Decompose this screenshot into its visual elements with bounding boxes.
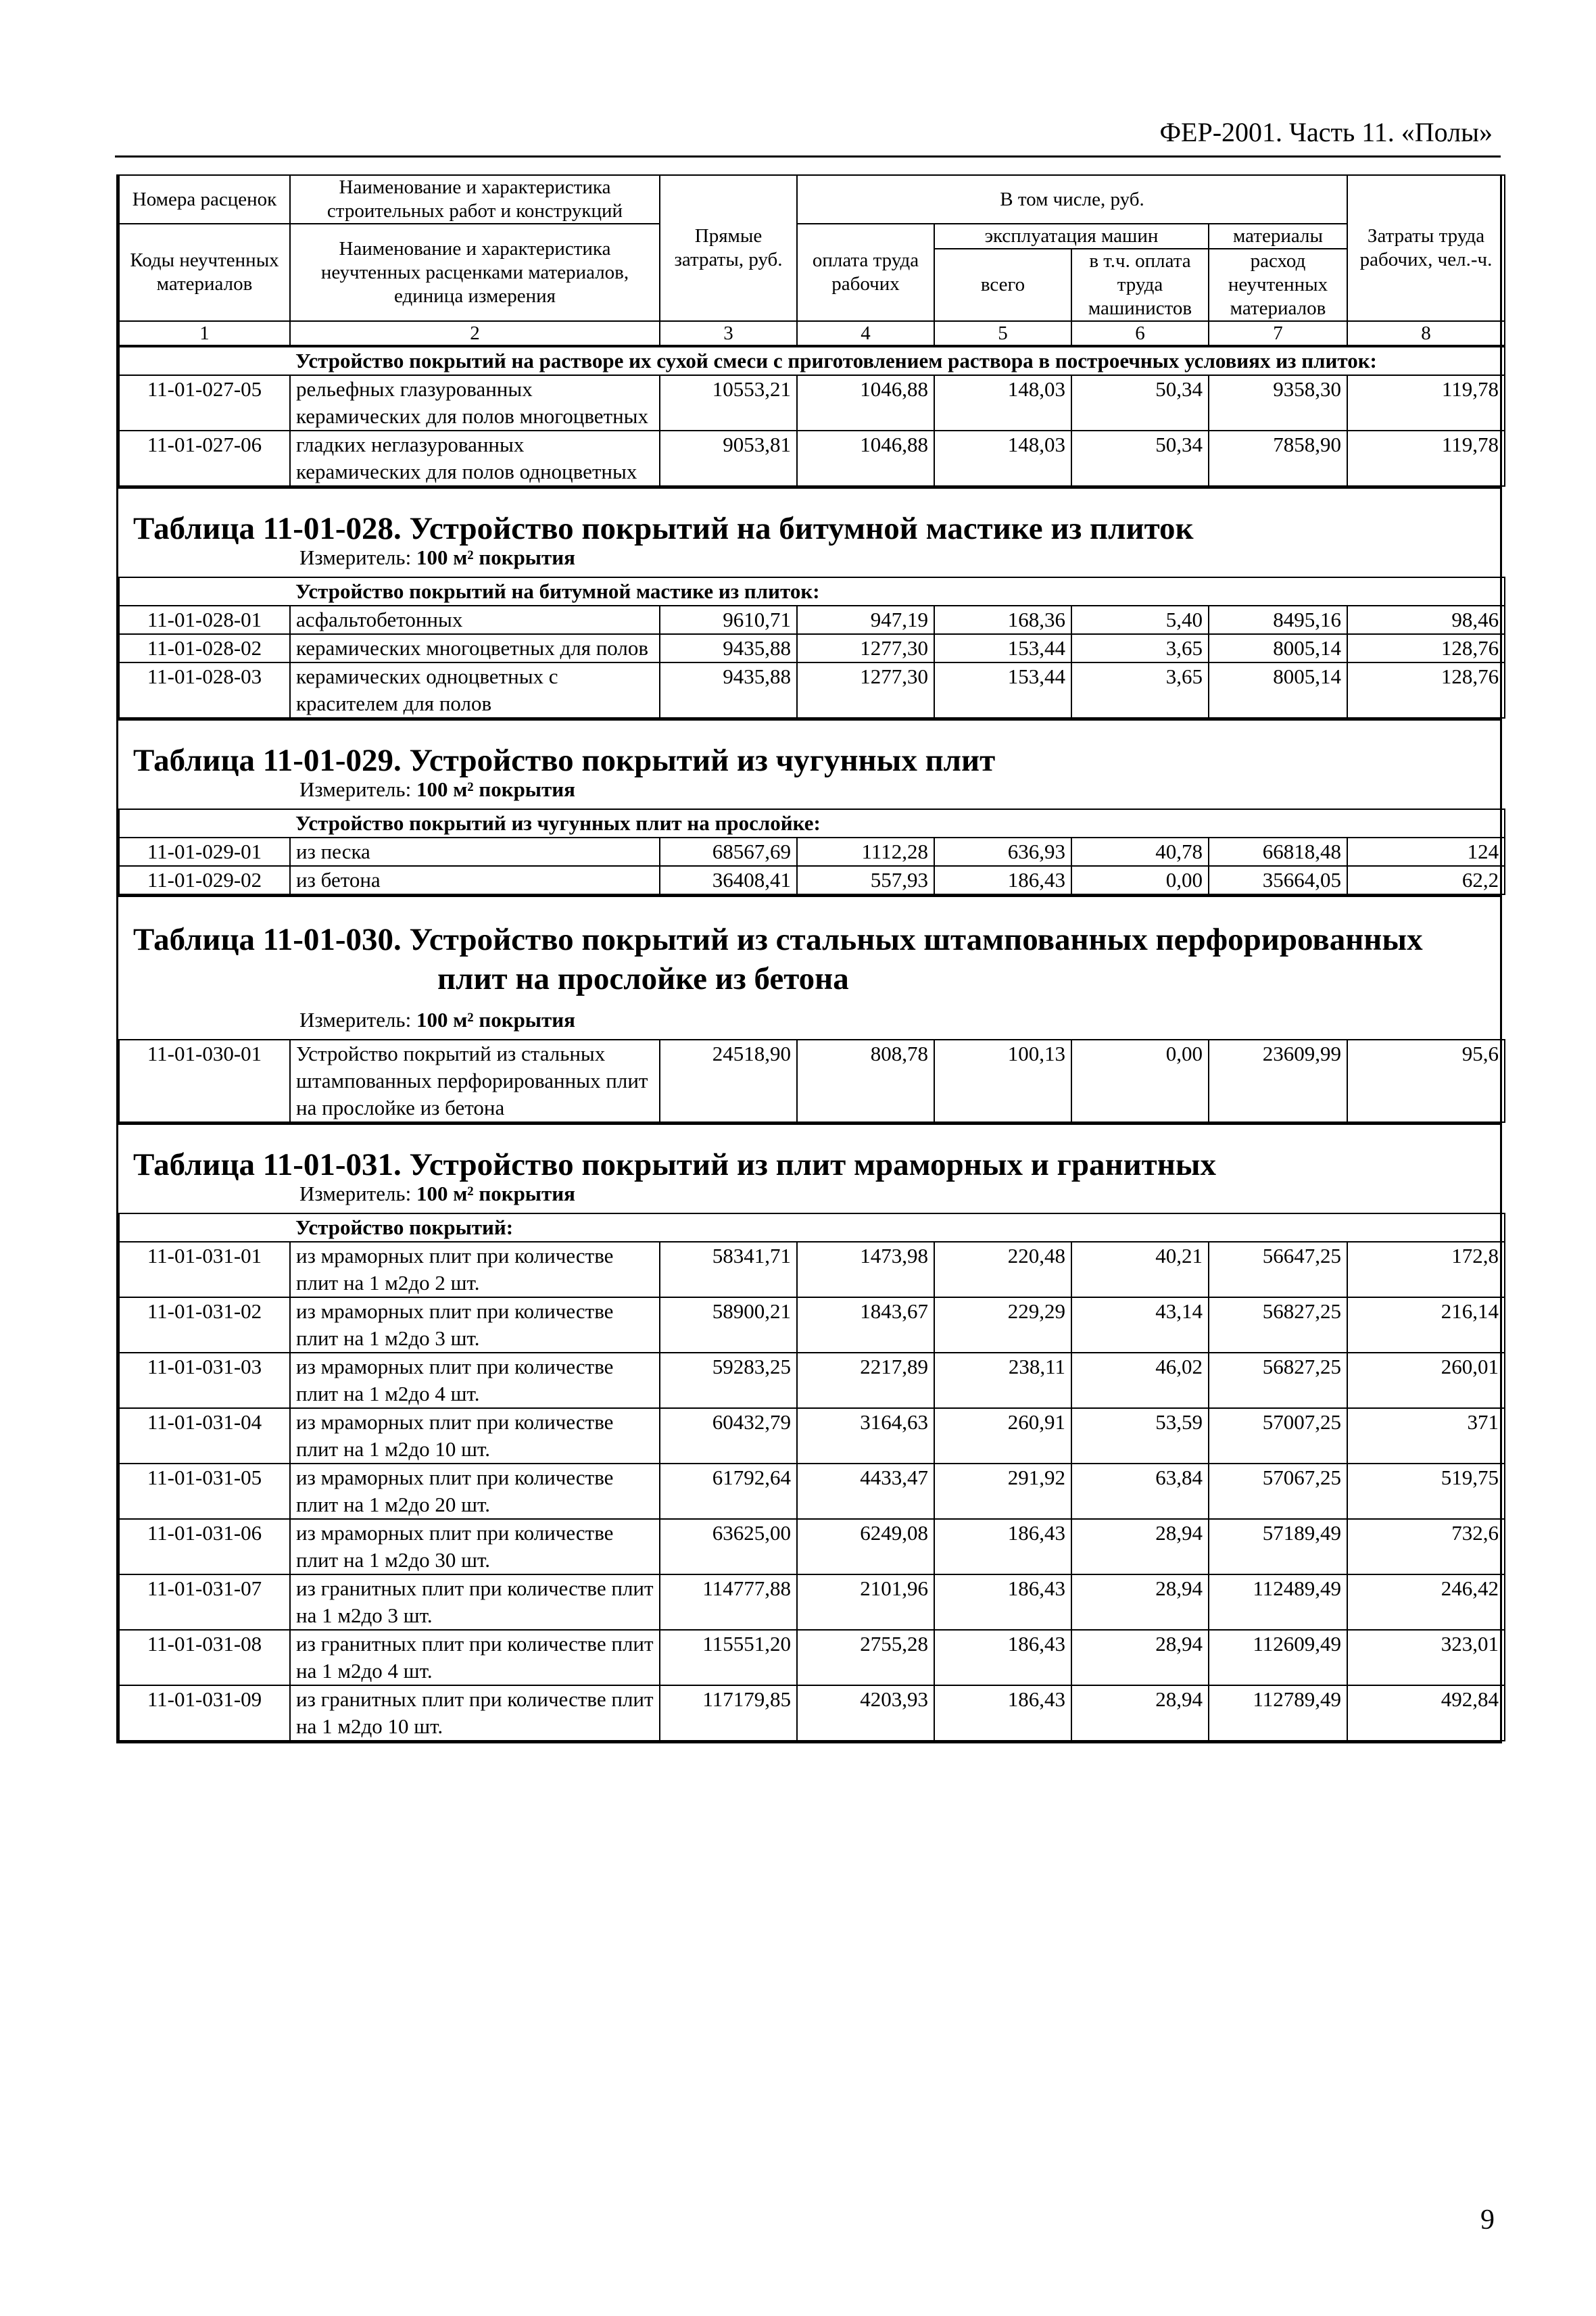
direct-costs: 60432,79 — [660, 1408, 797, 1464]
work-description: рельефных глазурованных керамических для полов многоцветных — [290, 375, 660, 431]
header-unaccounted-materials: расход неучтенных материалов — [1209, 249, 1347, 321]
rate-code: 11-01-029-01 — [119, 838, 290, 866]
machines-total: 186,43 — [934, 1574, 1071, 1630]
column-number: 6 — [1071, 321, 1209, 345]
table-row — [119, 1630, 1505, 1685]
table-row — [119, 375, 1505, 431]
materials-cost: 23609,99 — [1209, 1040, 1347, 1122]
machinist-pay: 46,02 — [1071, 1353, 1209, 1408]
machines-total: 186,43 — [934, 1519, 1071, 1574]
machines-total: 260,91 — [934, 1408, 1071, 1464]
materials-cost: 9358,30 — [1209, 375, 1347, 431]
work-description: из мраморных плит при количестве плит на 1 м2до 3 шт. — [290, 1297, 660, 1353]
table-031-title-block — [118, 1123, 1500, 1213]
rate-code: 11-01-031-02 — [119, 1297, 290, 1353]
section-header-row — [119, 347, 1505, 375]
worker-pay: 3164,63 — [797, 1408, 934, 1464]
direct-costs: 9610,71 — [660, 606, 797, 634]
direct-costs: 58900,21 — [660, 1297, 797, 1353]
header-materials: материалы — [1209, 224, 1347, 249]
labor-hours: 323,01 — [1347, 1630, 1505, 1685]
column-header-table — [118, 174, 1505, 346]
machines-total: 186,43 — [934, 1685, 1071, 1741]
header-name-top: Наименование и характеристика строительных работ и конструкций — [290, 175, 660, 224]
direct-costs: 9053,81 — [660, 431, 797, 486]
machines-total: 148,03 — [934, 375, 1071, 431]
column-number: 3 — [660, 321, 797, 345]
table-row — [119, 838, 1505, 866]
worker-pay: 947,19 — [797, 606, 934, 634]
worker-pay: 1277,30 — [797, 662, 934, 718]
table-row — [119, 606, 1505, 634]
header-direct-costs: Прямые затраты, руб. — [660, 175, 797, 321]
section-spacer — [119, 347, 290, 375]
machinist-pay: 40,21 — [1071, 1242, 1209, 1297]
rate-code: 11-01-031-09 — [119, 1685, 290, 1741]
direct-costs: 9435,88 — [660, 634, 797, 662]
rate-code: 11-01-028-01 — [119, 606, 290, 634]
machines-total: 229,29 — [934, 1297, 1071, 1353]
labor-hours: 95,6 — [1347, 1040, 1505, 1122]
worker-pay: 808,78 — [797, 1040, 934, 1122]
direct-costs: 36408,41 — [660, 866, 797, 894]
worker-pay: 1046,88 — [797, 431, 934, 486]
work-description: из мраморных плит при количестве плит на 1 м2до 30 шт. — [290, 1519, 660, 1574]
materials-cost: 7858,90 — [1209, 431, 1347, 486]
labor-hours: 216,14 — [1347, 1297, 1505, 1353]
machines-total: 238,11 — [934, 1353, 1071, 1408]
materials-cost: 57007,25 — [1209, 1408, 1347, 1464]
direct-costs: 114777,88 — [660, 1574, 797, 1630]
worker-pay: 6249,08 — [797, 1519, 934, 1574]
machinist-pay: 28,94 — [1071, 1630, 1209, 1685]
rate-code: 11-01-028-02 — [119, 634, 290, 662]
column-number: 8 — [1347, 321, 1505, 345]
machines-total: 148,03 — [934, 431, 1071, 486]
work-description: из мраморных плит при количестве плит на 1 м2до 4 шт. — [290, 1353, 660, 1408]
machinist-pay: 50,34 — [1071, 431, 1209, 486]
machines-total: 636,93 — [934, 838, 1071, 866]
header-including-group: В том числе, руб. — [797, 175, 1347, 224]
table-row — [119, 634, 1505, 662]
machines-total: 186,43 — [934, 1630, 1071, 1685]
labor-hours: 124 — [1347, 838, 1505, 866]
machinist-pay: 5,40 — [1071, 606, 1209, 634]
labor-hours: 128,76 — [1347, 634, 1505, 662]
direct-costs: 115551,20 — [660, 1630, 797, 1685]
direct-costs: 59283,25 — [660, 1353, 797, 1408]
materials-cost: 8495,16 — [1209, 606, 1347, 634]
measure-unit: Измеритель: 100 м² покрытия — [299, 777, 575, 801]
worker-pay: 557,93 — [797, 866, 934, 894]
materials-cost: 56827,25 — [1209, 1297, 1347, 1353]
table-title: Таблица 11-01-031. Устройство покрытий из плит мраморных и гранитных — [133, 1147, 1217, 1182]
table-028-title-block — [118, 487, 1500, 577]
header-codes-top: Номера расценок — [119, 175, 290, 224]
page-number: 9 — [1480, 2204, 1495, 2236]
machinist-pay: 28,94 — [1071, 1685, 1209, 1741]
rate-code: 11-01-028-03 — [119, 662, 290, 718]
table-row — [119, 1040, 1505, 1122]
materials-cost: 35664,05 — [1209, 866, 1347, 894]
worker-pay: 1473,98 — [797, 1242, 934, 1297]
section-spacer — [119, 577, 290, 606]
table-title: Таблица 11-01-028. Устройство покрытий на битумной мастике из плиток — [133, 511, 1194, 546]
table-title: Таблица 11-01-030. Устройство покрытий из стальных штампованных перфорированных плит на прослойке из бетона — [133, 922, 1423, 996]
machines-total: 186,43 — [934, 866, 1071, 894]
machines-total: 153,44 — [934, 634, 1071, 662]
machines-total: 220,48 — [934, 1242, 1071, 1297]
measure-unit: Измеритель: 100 м² покрытия — [299, 1182, 575, 1205]
worker-pay: 1277,30 — [797, 634, 934, 662]
work-description: из мраморных плит при количестве плит на 1 м2до 10 шт. — [290, 1408, 660, 1464]
table-027 — [118, 346, 1505, 487]
work-description: из гранитных плит при количестве плит на 1 м2до 10 шт. — [290, 1685, 660, 1741]
table-row — [119, 1242, 1505, 1297]
work-description: из гранитных плит при количестве плит на 1 м2до 3 шт. — [290, 1574, 660, 1630]
section-title: Устройство покрытий из чугунных плит на прослойке: — [290, 809, 1505, 838]
machinist-pay: 50,34 — [1071, 375, 1209, 431]
machinist-pay: 53,59 — [1071, 1408, 1209, 1464]
column-number: 5 — [934, 321, 1071, 345]
worker-pay: 4203,93 — [797, 1685, 934, 1741]
direct-costs: 61792,64 — [660, 1464, 797, 1519]
labor-hours: 62,2 — [1347, 866, 1505, 894]
worker-pay: 1046,88 — [797, 375, 934, 431]
rate-code: 11-01-031-07 — [119, 1574, 290, 1630]
materials-cost: 57067,25 — [1209, 1464, 1347, 1519]
column-number: 1 — [119, 321, 290, 345]
rate-code: 11-01-030-01 — [119, 1040, 290, 1122]
section-title: Устройство покрытий на растворе их сухой смеси с приготовлением раствора в построечных условиях из плиток: — [290, 347, 1505, 375]
header-codes-bottom: Коды неучтенных материалов — [119, 224, 290, 321]
machinist-pay: 28,94 — [1071, 1574, 1209, 1630]
labor-hours: 98,46 — [1347, 606, 1505, 634]
table-row — [119, 1297, 1505, 1353]
materials-cost: 112489,49 — [1209, 1574, 1347, 1630]
header-machines-total: всего — [934, 249, 1071, 321]
section-header-row — [119, 809, 1505, 838]
machines-total: 100,13 — [934, 1040, 1071, 1122]
table-row — [119, 431, 1505, 486]
machinist-pay: 40,78 — [1071, 838, 1209, 866]
table-row — [119, 662, 1505, 718]
column-number: 2 — [290, 321, 660, 345]
section-header-row — [119, 1213, 1505, 1242]
materials-cost: 66818,48 — [1209, 838, 1347, 866]
direct-costs: 10553,21 — [660, 375, 797, 431]
table-031 — [118, 1213, 1505, 1741]
section-spacer — [119, 1213, 290, 1242]
rate-code: 11-01-031-03 — [119, 1353, 290, 1408]
direct-costs: 63625,00 — [660, 1519, 797, 1574]
worker-pay: 2755,28 — [797, 1630, 934, 1685]
machinist-pay: 3,65 — [1071, 662, 1209, 718]
labor-hours: 519,75 — [1347, 1464, 1505, 1519]
header-worker-pay: оплата труда рабочих — [797, 224, 934, 321]
header-name-bottom: Наименование и характеристика неучтенных расценками материалов, единица измерения — [290, 224, 660, 321]
rate-code: 11-01-027-05 — [119, 375, 290, 431]
table-row — [119, 1408, 1505, 1464]
table-030-title-block — [118, 895, 1500, 1039]
machinist-pay: 3,65 — [1071, 634, 1209, 662]
labor-hours: 119,78 — [1347, 431, 1505, 486]
work-description: керамических одноцветных с красителем для полов — [290, 662, 660, 718]
table-row — [119, 1685, 1505, 1741]
labor-hours: 172,8 — [1347, 1242, 1505, 1297]
work-description: из мраморных плит при количестве плит на 1 м2до 2 шт. — [290, 1242, 660, 1297]
worker-pay: 2217,89 — [797, 1353, 934, 1408]
work-description: гладких неглазурованных керамических для полов одноцветных — [290, 431, 660, 486]
worker-pay: 1112,28 — [797, 838, 934, 866]
labor-hours: 732,6 — [1347, 1519, 1505, 1574]
machinist-pay: 0,00 — [1071, 1040, 1209, 1122]
machinist-pay: 43,14 — [1071, 1297, 1209, 1353]
work-description: Устройство покрытий из стальных штампованных перфорированных плит на прослойке из бетона — [290, 1040, 660, 1122]
labor-hours: 371 — [1347, 1408, 1505, 1464]
rate-code: 11-01-029-02 — [119, 866, 290, 894]
header-machines: эксплуатация машин — [934, 224, 1209, 249]
machines-total: 153,44 — [934, 662, 1071, 718]
table-028 — [118, 577, 1505, 719]
materials-cost: 57189,49 — [1209, 1519, 1347, 1574]
table-030 — [118, 1039, 1505, 1123]
rate-code: 11-01-031-01 — [119, 1242, 290, 1297]
machines-total: 168,36 — [934, 606, 1071, 634]
worker-pay: 1843,67 — [797, 1297, 934, 1353]
column-number: 4 — [797, 321, 934, 345]
direct-costs: 117179,85 — [660, 1685, 797, 1741]
worker-pay: 4433,47 — [797, 1464, 934, 1519]
work-description: асфальтобетонных — [290, 606, 660, 634]
page-header — [115, 101, 1501, 158]
rate-code: 11-01-031-04 — [119, 1408, 290, 1464]
measure-unit: Измеритель: 100 м² покрытия — [299, 546, 575, 569]
table-row — [119, 1574, 1505, 1630]
table-029 — [118, 809, 1505, 895]
work-description: из песка — [290, 838, 660, 866]
labor-hours: 246,42 — [1347, 1574, 1505, 1630]
header-machinist-pay: в т.ч. оплата труда машинистов — [1071, 249, 1209, 321]
machinist-pay: 63,84 — [1071, 1464, 1209, 1519]
direct-costs: 68567,69 — [660, 838, 797, 866]
worker-pay: 2101,96 — [797, 1574, 934, 1630]
price-table — [116, 174, 1502, 1743]
materials-cost: 112789,49 — [1209, 1685, 1347, 1741]
direct-costs: 58341,71 — [660, 1242, 797, 1297]
materials-cost: 112609,49 — [1209, 1630, 1347, 1685]
labor-hours: 492,84 — [1347, 1685, 1505, 1741]
labor-hours: 119,78 — [1347, 375, 1505, 431]
rate-code: 11-01-027-06 — [119, 431, 290, 486]
materials-cost: 56827,25 — [1209, 1353, 1347, 1408]
table-title: Таблица 11-01-029. Устройство покрытий из чугунных плит — [133, 743, 996, 778]
table-row — [119, 1519, 1505, 1574]
table-row — [119, 1464, 1505, 1519]
document-title: ФЕР-2001. Часть 11. «Полы» — [1159, 117, 1493, 147]
table-029-title-block — [118, 719, 1500, 809]
machinist-pay: 0,00 — [1071, 866, 1209, 894]
materials-cost: 8005,14 — [1209, 634, 1347, 662]
section-title: Устройство покрытий: — [290, 1213, 1505, 1242]
header-labor-hours: Затраты труда рабочих, чел.-ч. — [1347, 175, 1505, 321]
materials-cost: 8005,14 — [1209, 662, 1347, 718]
machines-total: 291,92 — [934, 1464, 1071, 1519]
work-description: из мраморных плит при количестве плит на 1 м2до 20 шт. — [290, 1464, 660, 1519]
measure-unit: Измеритель: 100 м² покрытия — [299, 1008, 575, 1032]
work-description: керамических многоцветных для полов — [290, 634, 660, 662]
table-row — [119, 1353, 1505, 1408]
work-description: из гранитных плит при количестве плит на 1 м2до 4 шт. — [290, 1630, 660, 1685]
table-row — [119, 866, 1505, 894]
section-title: Устройство покрытий на битумной мастике из плиток: — [290, 577, 1505, 606]
rate-code: 11-01-031-08 — [119, 1630, 290, 1685]
labor-hours: 128,76 — [1347, 662, 1505, 718]
rate-code: 11-01-031-05 — [119, 1464, 290, 1519]
direct-costs: 24518,90 — [660, 1040, 797, 1122]
section-spacer — [119, 809, 290, 838]
rate-code: 11-01-031-06 — [119, 1519, 290, 1574]
section-header-row — [119, 577, 1505, 606]
machinist-pay: 28,94 — [1071, 1519, 1209, 1574]
labor-hours: 260,01 — [1347, 1353, 1505, 1408]
direct-costs: 9435,88 — [660, 662, 797, 718]
materials-cost: 56647,25 — [1209, 1242, 1347, 1297]
work-description: из бетона — [290, 866, 660, 894]
column-number: 7 — [1209, 321, 1347, 345]
